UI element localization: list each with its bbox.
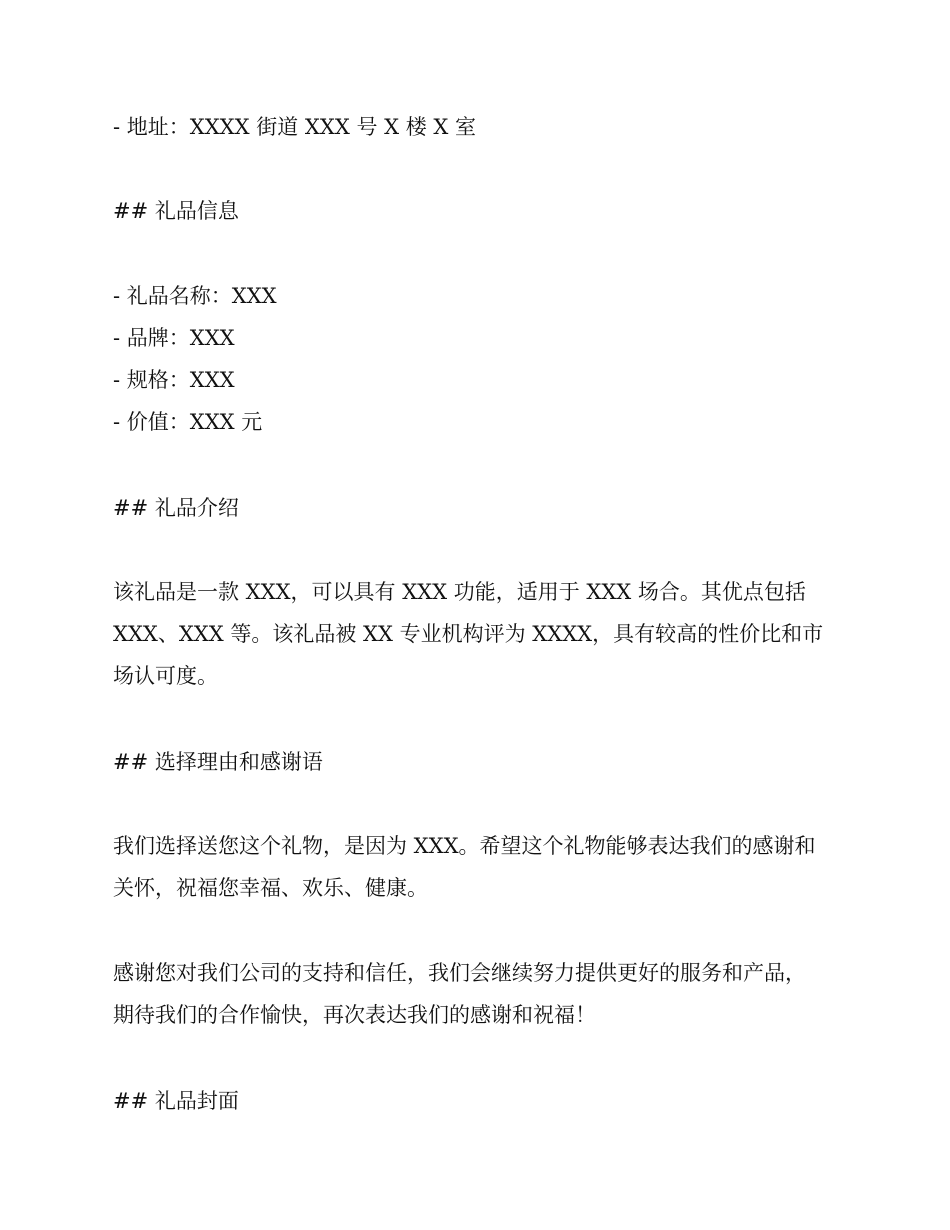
gift-intro-line: 该礼品是一款 XXX，可以具有 XXX 功能，适用于 XXX 场合。其优点包括 [113, 580, 806, 604]
address-line: - 地址：XXXX 街道 XXX 号 X 楼 X 室 [113, 115, 477, 139]
gift-intro-heading: ## 礼品介绍 [113, 496, 239, 520]
thanks-paragraph [113, 952, 843, 1036]
reason-thanks-heading: ## 选择理由和感谢语 [113, 750, 323, 774]
gift-intro-line: 场认可度。 [113, 664, 218, 688]
gift-cover-heading: ## 礼品封面 [113, 1089, 239, 1113]
gift-intro-paragraph [113, 571, 843, 697]
gift-value-item: - 价值：XXX 元 [113, 410, 263, 434]
gift-info-heading: ## 礼品信息 [113, 199, 239, 223]
reason-paragraph [113, 825, 843, 909]
reason-line: 关怀，祝福您幸福、欢乐、健康。 [113, 876, 428, 900]
gift-brand-item: - 品牌：XXX [113, 326, 235, 350]
gift-intro-line: XXX、XXX 等。该礼品被 XX 专业机构评为 XXXX，具有较高的性价比和市 [113, 622, 824, 646]
thanks-line: 期待我们的合作愉快，再次表达我们的感谢和祝福！ [113, 1003, 596, 1027]
gift-name-item: - 礼品名称：XXX [113, 284, 277, 308]
thanks-line: 感谢您对我们公司的支持和信任，我们会继续努力提供更好的服务和产品， [113, 961, 806, 985]
reason-line: 我们选择送您这个礼物，是因为 XXX。希望这个礼物能够表达我们的感谢和 [113, 834, 816, 858]
gift-spec-item: - 规格：XXX [113, 368, 235, 392]
